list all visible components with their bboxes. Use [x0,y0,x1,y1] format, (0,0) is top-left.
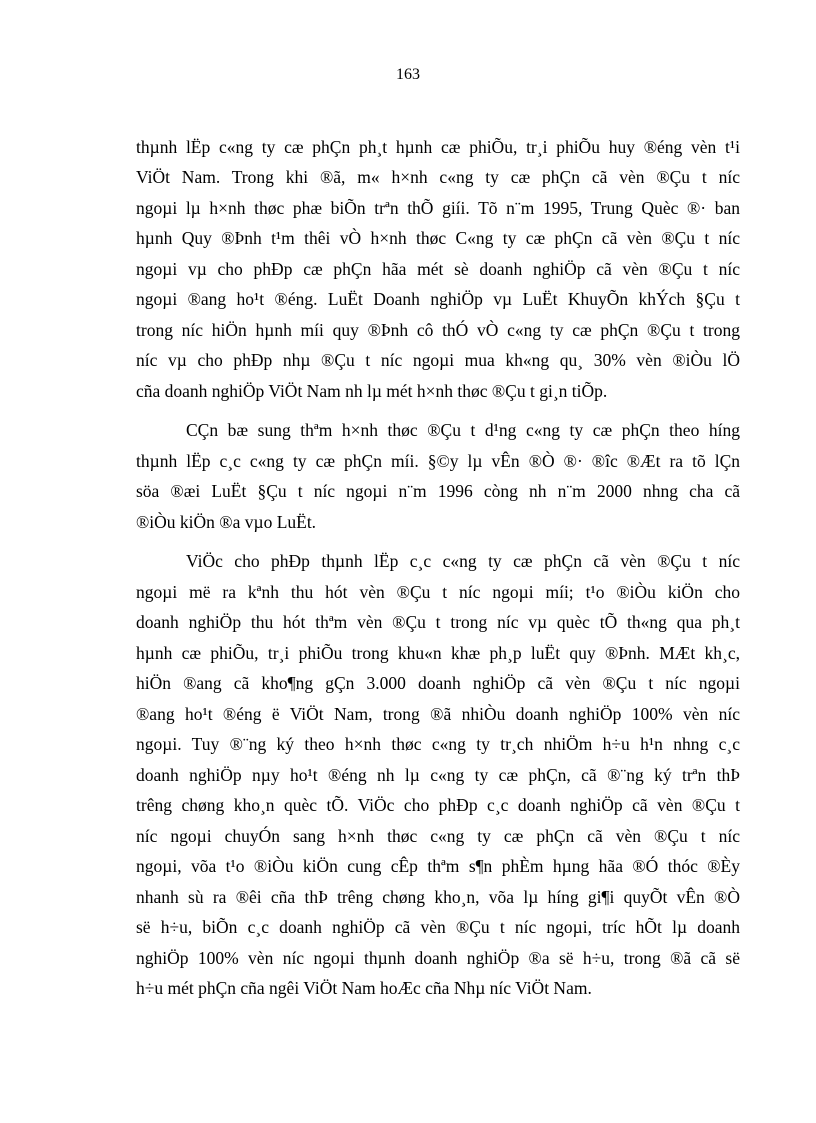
text-line: nhanh sù ra ®êi cña thÞ trêng chøng kho¸n, võa lµ híng gi¶i quyÕt vÊn ®Ò [136,887,740,907]
text-line: së h÷u, biÕn c¸c doanh nghiÖp cã vèn ®Çu t níc ngoµi, tríc hÕt lµ doanh [136,917,740,937]
text-line: trong níc hiÖn hµnh míi quy ®Þnh cô thÓ vÒ c«ng ty cæ phÇn ®Çu t trong [136,320,740,340]
text-line: doanh nghiÖp thu hót thªm vèn ®Çu t trong níc vµ quèc tÕ th«ng qua ph¸t [136,612,740,632]
text-line: ®ang ho¹t ®éng ë ViÖt Nam, trong ®ã nhiÒu doanh nghiÖp 100% vèn níc [136,704,740,724]
page-number: 163 [396,66,420,83]
text-line: ngoµi ®ang ho¹t ®éng. LuËt Doanh nghiÖp vµ LuËt KhuyÕn khÝch §Çu t [136,289,740,309]
text-line: níc vµ cho phÐp nhµ ®Çu t níc ngoµi mua kh«ng qu¸ 30% vèn ®iÒu lÖ [136,350,740,370]
text-line: hµnh Quy ®Þnh t¹m thêi vÒ h×nh thøc C«ng ty cæ phÇn cã vèn ®Çu t níc [136,228,740,248]
text-line: ®iÒu kiÖn ®a vµo LuËt. [136,512,317,532]
text-line: ngoµi. Tuy ®¨ng ký theo h×nh thøc c«ng ty tr¸ch nhiÖm h÷u h¹n nhng c¸c [136,734,740,754]
text-line: thµnh lËp c¸c c«ng ty cæ phÇn míi. §©y lµ vÊn ®Ò ®· ®îc ®Æt ra tõ lÇn [136,451,740,471]
text-line: ngoµi vµ cho phÐp cæ phÇn hãa mét sè doanh nghiÖp cã vèn ®Çu t níc [136,259,740,279]
text-line: ngoµi më ra kªnh thu hót vèn ®Çu t níc ngoµi míi; t¹o ®iÒu kiÖn cho [136,582,740,602]
text-line: hµnh cæ phiÕu, tr¸i phiÕu trong khu«n khæ ph¸p luËt quy ®Þnh. MÆt kh¸c, [136,643,740,663]
text-line: CÇn bæ sung thªm h×nh thøc ®Çu t d¹ng c«ng ty cæ phÇn theo híng [186,420,740,440]
text-line: cña doanh nghiÖp ViÖt Nam nh lµ mét h×nh thøc ®Çu t gi¸n tiÕp. [136,381,608,401]
text-line: ngoµi, võa t¹o ®iÒu kiÖn cung cÊp thªm s¶n phÈm hµng hãa ®Ó thóc ®Èy [136,856,740,876]
text-line: ViÖc cho phÐp thµnh lËp c¸c c«ng ty cæ phÇn cã vèn ®Çu t níc [186,551,740,571]
text-line: ViÖt Nam. Trong khi ®ã, m« h×nh c«ng ty cæ phÇn cã vèn ®Çu t níc [136,167,740,187]
text-line: níc ngoµi chuyÓn sang h×nh thøc c«ng ty cæ phÇn cã vèn ®Çu t níc [136,826,740,846]
text-line: trêng chøng kho¸n quèc tÕ. ViÖc cho phÐp c¸c doanh nghiÖp cã vèn ®Çu t [136,795,740,815]
text-line: söa ®æi LuËt §Çu t níc ngoµi n¨m 1996 còng nh n¨m 2000 nhng cha cã [136,481,740,501]
text-line: nghiÖp 100% vèn níc ngoµi thµnh doanh nghiÖp ®a së h÷u, trong ®ã cã së [136,948,740,968]
text-line: hiÖn ®ang cã kho¶ng gÇn 3.000 doanh nghiÖp cã vèn ®Çu t níc ngoµi [136,673,740,693]
text-line: doanh nghiÖp nµy ho¹t ®éng nh lµ c«ng ty cæ phÇn, cã ®¨ng ký trªn thÞ [136,765,740,785]
text-line: h÷u mét phÇn cña ngêi ViÖt Nam hoÆc cña Nhµ níc ViÖt Nam. [136,978,592,998]
text-line: thµnh lËp c«ng ty cæ phÇn ph¸t hµnh cæ phiÕu, tr¸i phiÕu huy ®éng vèn t¹i [136,137,740,157]
text-line: ngoµi lµ h×nh thøc phæ biÕn trªn thÕ giíi. Tõ n¨m 1995, Trung Quèc ®· ban [136,198,740,218]
